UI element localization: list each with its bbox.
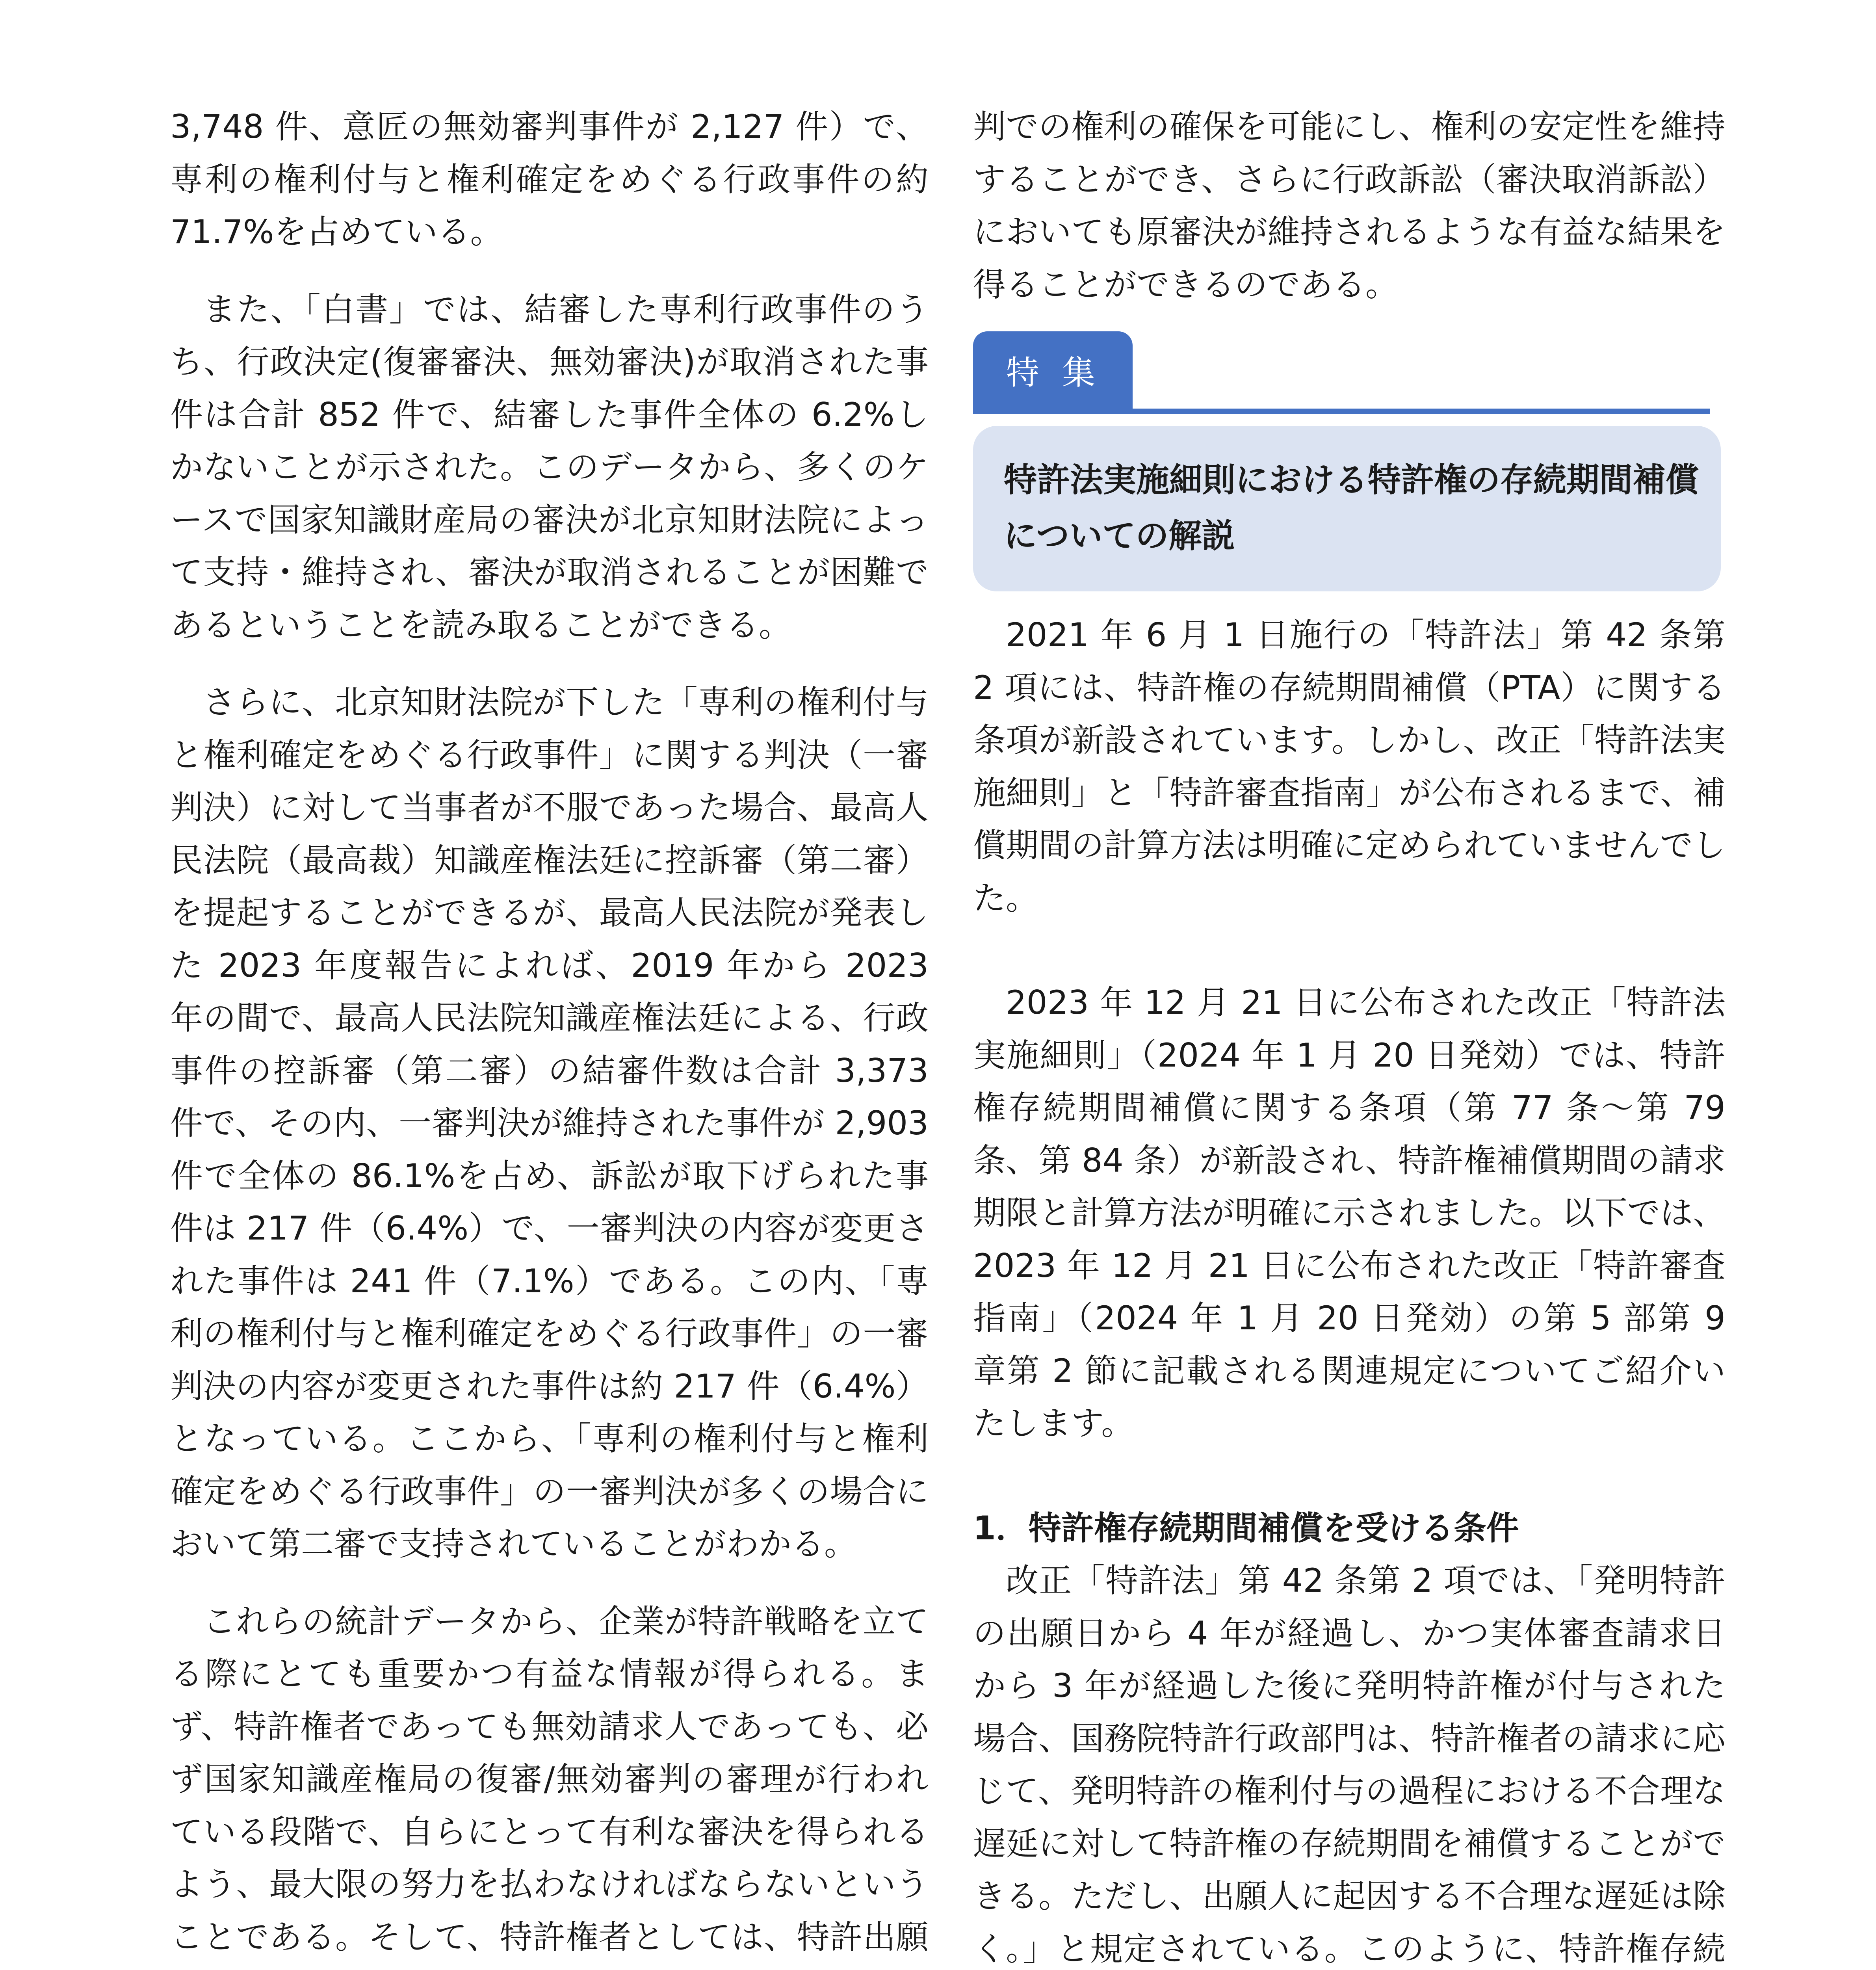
body-paragraph: これらの統計データから、企業が特許戦略を立てる際にとても重要かつ有益な情報が得られる。まず、特許権者であっても無効請求人であっても、必ず国家知識産権局の復審/無効審判の審理が行われている段階で、自らにとって有利な審決を得られるよう、最大限の努力を払わなければならないということである。そして、特許権者としては、特許出願 — [170, 1602, 929, 1956]
body-paragraph: 改正「特許法」第 42 条第 2 項では、「発明特許の出願日から 4 年が経過し、かつ実体審査請求日から 3 年が経過した後に発明特許権が付与された場合、国務院特許行政部門は、特許権者の請求に応じて、発明特許の権利付与の過程における不合理な遅延に対して特許権の存続期間を補償することができる。ただし、出願人に起因する不合理な遅延は除く。」と規定されている。このように、特許権存続 — [973, 1561, 1726, 1968]
right-column — [973, 100, 1726, 1970]
feature-title-box — [973, 426, 1721, 591]
paragraph-gap — [973, 591, 1726, 609]
paragraph-gap — [973, 1450, 1726, 1502]
body-paragraph: 2021 年 6 月 1 日施行の「特許法」第 42 条第 2 項には、特許権の存続期間補償（PTA）に関する条項が新設されています。しかし、改正「特許法実施細則」と「特許審査指南」が公布されるまで、補償期間の計算方法は明確に定められていませんでした。 — [973, 616, 1726, 917]
body-paragraph: また、「白書」では、結審した専利行政事件のうち、行政決定(復審審決、無効審決)が取消された事件は合計 852 件で、結審した事件全体の 6.2%しかないことが示された。このデータから、多くのケースで国家知識財産局の審決が北京知財法院によって支持・維持され、審決が取消されることが困難であるということを読み取ることができる。 — [170, 290, 929, 644]
paragraph-gap — [973, 924, 1726, 976]
body-paragraph: さらに、北京知財法院が下した「専利の権利付与と権利確定をめぐる行政事件」に関する判決（一審判決）に対して当事者が不服であった場合、最高人民法院（最高裁）知識産権法廷に控訴審（第二審）を提起することができるが、最高人民法院が発表した 2023 年度報告によれば、2019 年から 2023 年の間で、最高人民法院知識産権法廷による、行政事件の控訴審（第二審）の結審件数は合計 3,373 件で、その内、一審判決が維持された事件が 2,903 件で全体の 86.1%を占め、訴訟が取下げられた事件は 217 件（6.4%）で、一審判決の内容が変更された事件は 241 件（7.1%）である。この内、「専利の権利付与と権利確定をめぐる行政事件」の一審判決の内容が変更された事件は約 217 件（6.4%）となっている。ここから、「専利の権利付与と権利確定をめぐる行政事件」の一審判決が多くの場合において第二審で支持されていることがわかる。 — [170, 683, 929, 1563]
paragraph-gap — [170, 258, 929, 283]
feature-label: 特集 — [973, 331, 1133, 414]
body-paragraph: 3,748 件、意匠の無効審判事件が 2,127 件）で、専利の権利付与と権利確定をめぐる行政事件の約 71.7%を占めている。 — [170, 108, 929, 251]
body-paragraph: 判での権利の確保を可能にし、権利の安定性を維持することができ、さらに行政訴訟（審決取消訴訟）においても原審決が維持されるような有益な結果を得ることができるのである。 — [973, 108, 1726, 304]
body-paragraph: 2023 年 12 月 21 日に公布された改正「特許法実施細則」（2024 年 1 月 20 日発効）では、特許権存続期間補償に関する条項（第 77 条～第 79 条、第 84 条）が新設され、特許権補償期間の請求期限と計算方法が明確に示されました。以下では、2023 年 12 月 21 日に公布された改正「特許審査指南」（2024 年 1 月 20 日発効）の第 5 部第 9 章第 2 節に記載される関連規定についてご紹介いたします。 — [973, 983, 1726, 1442]
section-heading: 1．特許権存続期間補償を受ける条件 — [973, 1509, 1519, 1547]
left-column — [170, 100, 929, 1970]
feature-rule — [973, 409, 1710, 414]
paragraph-gap — [170, 1570, 929, 1595]
feature-header — [973, 331, 1726, 414]
feature-title: 特許法実施細則における特許権の存続期間補償についての解説 — [1004, 461, 1699, 555]
paragraph-gap — [170, 651, 929, 676]
